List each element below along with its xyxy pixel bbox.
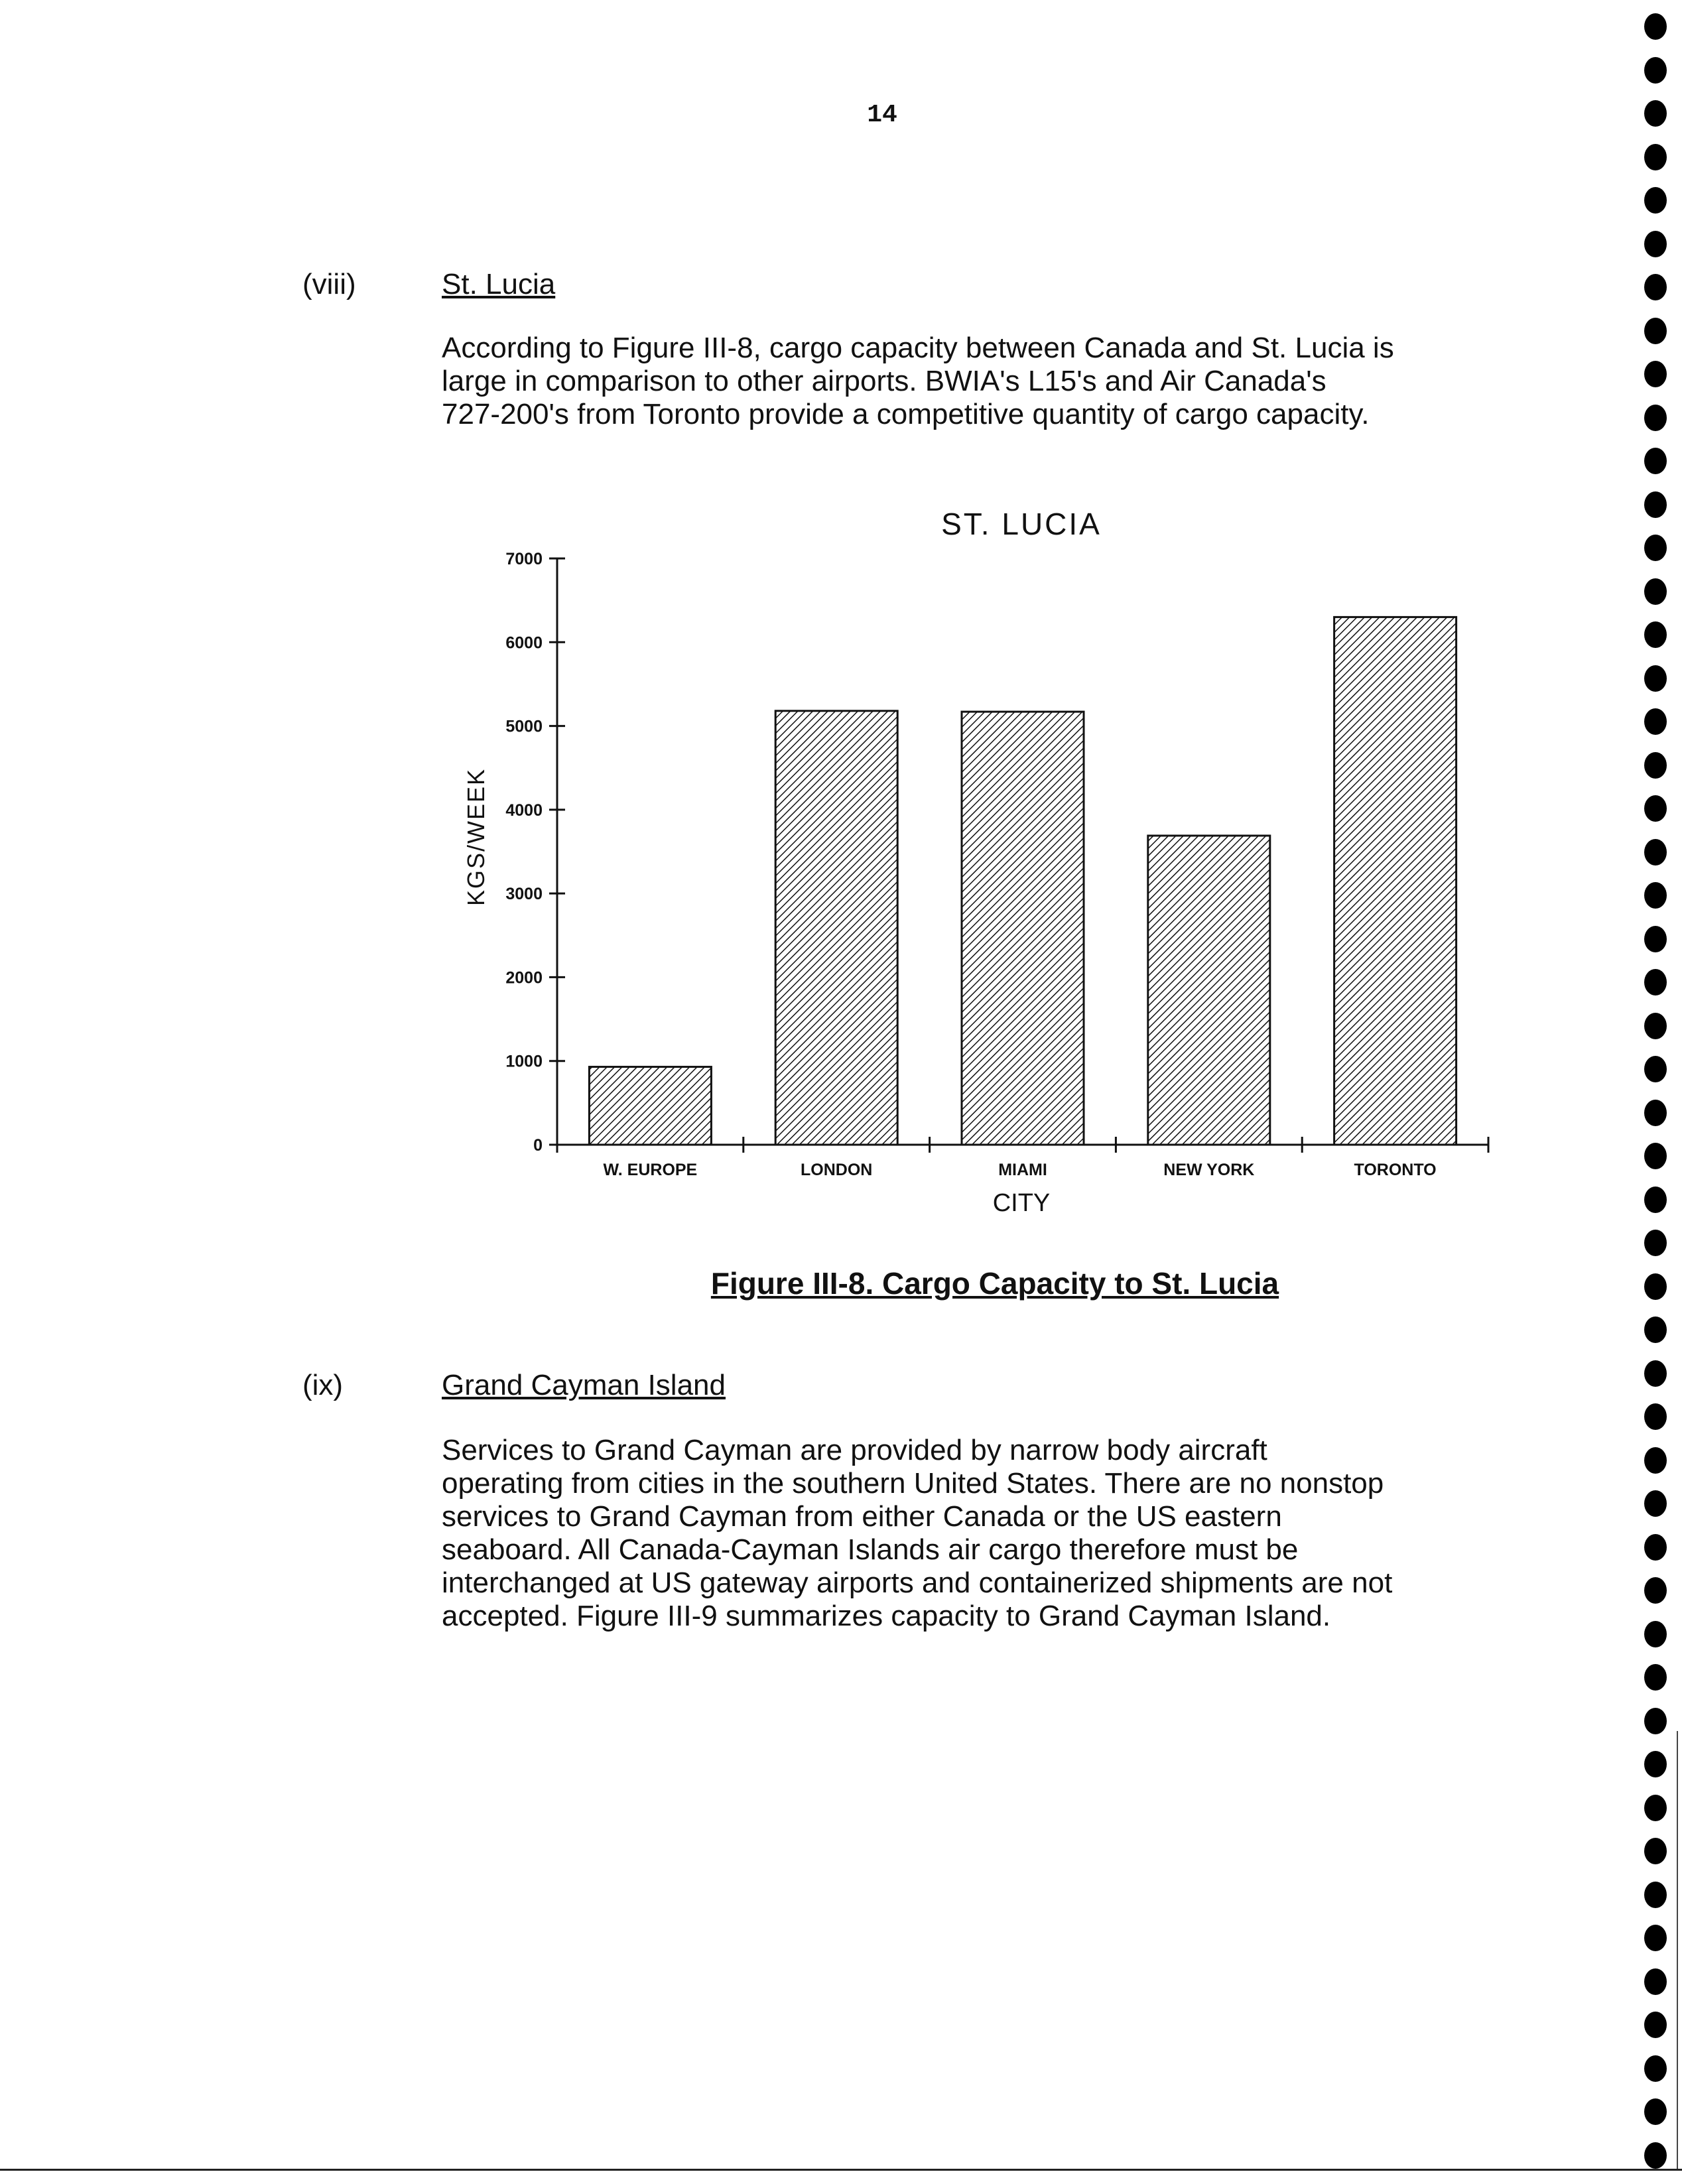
x-tick-label: MIAMI [998, 1161, 1047, 1179]
binder-hole-icon [1644, 2055, 1667, 2082]
y-tick-label: 5000 [505, 717, 543, 736]
binder-hole-icon [1644, 1187, 1667, 1213]
binder-hole-icon [1644, 1403, 1667, 1430]
section-marker: (ix) [302, 1369, 344, 1401]
binder-hole-icon [1644, 665, 1667, 692]
chart-title: ST. LUCIA [941, 507, 1102, 541]
binder-hole-icon [1644, 1534, 1667, 1561]
binder-hole-icon [1644, 1013, 1667, 1039]
binder-hole-icon [1644, 1100, 1667, 1126]
binder-hole-icon [1644, 231, 1667, 257]
binder-hole-icon [1644, 100, 1667, 127]
binder-hole-icon [1644, 187, 1667, 214]
paragraph-line: accepted. Figure III-9 summarizes capacity to Grand Cayman Island. [442, 1600, 1331, 1632]
binder-hole-icon [1644, 1882, 1667, 1908]
x-tick-labels [604, 1161, 1437, 1179]
x-axis-label: CITY [992, 1189, 1051, 1217]
chart-bars [589, 617, 1456, 1145]
binder-hole-icon [1644, 57, 1667, 84]
binder-hole-icon [1644, 13, 1667, 40]
binder-hole-icon [1644, 1577, 1667, 1604]
paragraph-line: services to Grand Cayman from either Canada or the US eastern [442, 1500, 1282, 1533]
binder-hole-icon [1644, 621, 1667, 648]
binder-hole-icon [1644, 1143, 1667, 1169]
binder-hole-icon [1644, 535, 1667, 561]
binder-hole-icon [1644, 1447, 1667, 1474]
bar-london [775, 711, 897, 1145]
y-tick-label: 7000 [505, 550, 543, 568]
bar-w-europe [589, 1067, 711, 1145]
section-paragraph [442, 1434, 1556, 1633]
bottom-edge-line [0, 2169, 1682, 2171]
paragraph-line: According to Figure III-8, cargo capacity between Canada and St. Lucia is [442, 332, 1394, 364]
binder-hole-icon [1644, 882, 1667, 909]
binder-hole-icon [1644, 926, 1667, 952]
binder-hole-icon [1644, 1795, 1667, 1821]
edge-line [1677, 1731, 1678, 2169]
paragraph-line: large in comparison to other airports. BWIA's L15's and Air Canada's [442, 365, 1326, 397]
binder-hole-icon [1644, 405, 1667, 431]
bar-miami [962, 712, 1084, 1145]
binder-hole-icon [1644, 1708, 1667, 1734]
binder-hole-icon [1644, 1056, 1667, 1082]
y-tick-labels [505, 550, 543, 1155]
section-heading: Grand Cayman Island [442, 1369, 726, 1401]
y-tick-label: 4000 [505, 801, 543, 820]
y-tick-label: 3000 [505, 885, 543, 904]
y-axis-label: KGS/WEEK [462, 767, 489, 907]
binder-hole-icon [1644, 1273, 1667, 1300]
y-tick-label: 1000 [505, 1052, 543, 1071]
paragraph-line: 727-200's from Toronto provide a competitive quantity of cargo capacity. [442, 398, 1370, 430]
binder-hole-icon [1644, 1317, 1667, 1343]
binder-hole-icon [1644, 2142, 1667, 2169]
binder-hole-icon [1644, 361, 1667, 387]
binder-hole-icon [1644, 1230, 1667, 1256]
binder-hole-icon [1644, 1621, 1667, 1647]
binder-hole-icon [1644, 274, 1667, 300]
x-tick-label: W. EUROPE [603, 1161, 698, 1179]
binder-hole-icon [1644, 2098, 1667, 2125]
section-heading: St. Lucia [442, 268, 556, 300]
binder-hole-icon [1644, 1968, 1667, 1995]
binder-hole-icon [1644, 318, 1667, 344]
binder-hole-icon [1644, 839, 1667, 866]
page-number: 14 [867, 101, 897, 129]
binder-hole-icon [1644, 144, 1667, 170]
figure-caption: Figure III-8. Cargo Capacity to St. Lucia [710, 1266, 1279, 1301]
x-tick-label: TORONTO [1354, 1161, 1437, 1179]
binder-hole-icon [1644, 1664, 1667, 1691]
binder-hole-icon [1644, 795, 1667, 822]
binder-hole-icon [1644, 1751, 1667, 1777]
binder-hole-icon [1644, 1490, 1667, 1517]
binder-hole-icon [1644, 969, 1667, 996]
paragraph-line: Services to Grand Cayman are provided by narrow body aircraft [442, 1434, 1267, 1466]
binder-hole-icon [1644, 448, 1667, 474]
binder-holes [1642, 13, 1669, 2169]
y-tick-label: 2000 [505, 968, 543, 988]
y-tick-label: 0 [533, 1136, 543, 1155]
binder-hole-icon [1644, 1360, 1667, 1387]
paragraph-line: seaboard. All Canada-Cayman Islands air cargo therefore must be [442, 1533, 1299, 1566]
y-tick-label: 6000 [505, 633, 543, 653]
section-marker: (viii) [302, 268, 356, 300]
bar-new-york [1148, 836, 1270, 1145]
binder-hole-icon [1644, 2012, 1667, 2038]
binder-hole-icon [1644, 752, 1667, 779]
binder-hole-icon [1644, 708, 1667, 735]
paragraph-line: operating from cities in the southern United States. There are no nonstop [442, 1467, 1384, 1500]
binder-hole-icon [1644, 578, 1667, 605]
binder-hole-icon [1644, 1838, 1667, 1864]
paragraph-line: interchanged at US gateway airports and containerized shipments are not [442, 1567, 1393, 1599]
bar-toronto [1334, 617, 1456, 1145]
binder-hole-icon [1644, 1925, 1667, 1951]
x-tick-label: NEW YORK [1163, 1161, 1255, 1179]
binder-hole-icon [1644, 491, 1667, 518]
x-tick-label: LONDON [801, 1161, 873, 1179]
